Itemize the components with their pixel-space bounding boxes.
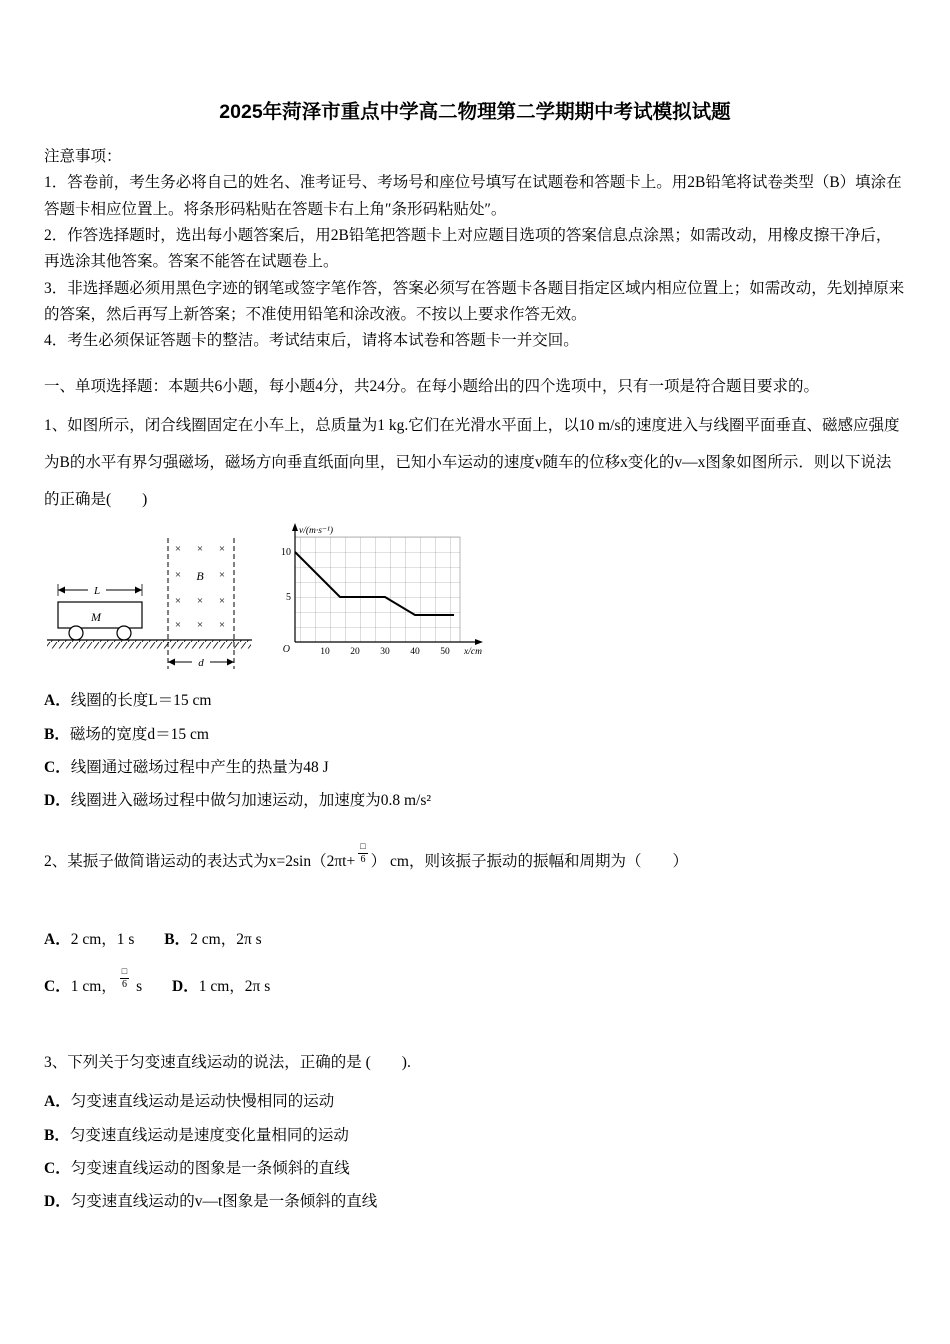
cart-wheel: [117, 626, 131, 640]
pi-over-6-fraction: [358, 842, 367, 865]
option-letter: D．: [44, 792, 71, 810]
x-tick-40: 40: [410, 647, 420, 658]
field-width-dimension: [168, 657, 234, 669]
option-text: 匀变速直线运动是速度变化量相同的运动: [69, 1126, 349, 1144]
option-letter: B．: [164, 930, 191, 948]
cart-body: [58, 602, 142, 640]
option-text: 1 cm，: [70, 978, 117, 996]
field-cross-icon: ×: [196, 595, 204, 608]
y-tick-5: 5: [286, 592, 291, 604]
question-2-option-b: [164, 931, 261, 948]
field-cross-icon: ×: [174, 569, 182, 582]
option-text: 匀变速直线运动的v—t图象是一条倾斜的直线: [70, 1193, 378, 1211]
question-1-option-c: [44, 751, 906, 784]
field-cross-icon: ×: [174, 595, 182, 608]
question-2-option-a: [44, 931, 134, 948]
field-cross-icon: ×: [174, 619, 182, 632]
option-letter: D．: [172, 978, 199, 996]
question-3-option-a: [44, 1085, 906, 1118]
coil-length-dimension: [58, 584, 142, 597]
question-2-option-d: [172, 978, 270, 995]
question-1-figure: [44, 522, 906, 674]
question-2-option-c: [44, 966, 143, 996]
notice-item-1: 1．答卷前，考生务必将自己的姓名、准考证号、考场号和座位号填写在试题卷和答题卡上。用2B铅笔将试卷类型（B）填涂在答题卡相应位置上。将条形码粘贴在答题卡右上角″条形码粘贴处″。: [44, 174, 902, 218]
x-tick-10: 10: [320, 647, 330, 658]
option-text: 2 cm，1 s: [70, 930, 135, 948]
fraction-denominator: 6: [360, 853, 366, 865]
option-letter: B．: [44, 725, 70, 743]
option-text: 线圈通过磁场过程中产生的热量为48 J: [70, 758, 329, 776]
option-text: 线圈的长度L＝15 cm: [70, 692, 212, 710]
x-axis-label: x/cm: [464, 647, 482, 658]
question-2: [44, 841, 906, 1001]
fraction-numerator: □: [120, 967, 129, 978]
y-axis-label: v/(m·s⁻¹): [299, 526, 333, 537]
cart-coil-field-diagram: [44, 522, 256, 674]
option-letter: A．: [44, 1093, 71, 1111]
option-text: 磁场的宽度d＝15 cm: [69, 725, 209, 743]
field-cross-icon: ×: [218, 619, 226, 632]
question-3-option-d: [44, 1185, 906, 1218]
section-header: 一、单项选择题：本题共6小题，每小题4分，共24分。在每小题给出的四个选项中，只有一项是符合题目要求的。: [44, 377, 820, 395]
question-3-option-b: [44, 1119, 906, 1152]
notice-item-3: 3．非选择题必须用黑色字迹的钢笔或签字笔作答，答案必须写在答题卡各题目指定区域内相应位置上；如需改动，先划掉原来的答案，然后再写上新答案；不准使用铅笔和涂改液。不按以上要求作答无效。: [44, 279, 905, 324]
notice-section: [44, 144, 906, 355]
option-text: 2 cm，2π s: [190, 930, 262, 948]
x-tick-50: 50: [440, 647, 450, 658]
graph-grid: [295, 537, 460, 642]
option-letter: C．: [44, 758, 71, 776]
option-text: 匀变速直线运动的图象是一条倾斜的直线: [70, 1159, 350, 1177]
question-1-option-b: [44, 718, 906, 751]
question-1: [44, 407, 906, 818]
label-B: B: [196, 569, 204, 584]
question-1-option-d: [44, 784, 906, 817]
pi-over-6-fraction: [120, 967, 129, 990]
option-letter: A．: [44, 692, 71, 710]
field-cross-icon: ×: [218, 569, 226, 582]
ground: [47, 640, 252, 649]
label-L: L: [93, 585, 101, 598]
y-tick-10: 10: [281, 547, 291, 559]
option-text: 匀变速直线运动是运动快慢相同的运动: [70, 1093, 335, 1111]
question-2-options-ab: [44, 925, 906, 954]
field-cross-icon: ×: [196, 543, 204, 556]
option-letter: A．: [44, 930, 71, 948]
option-letter: C．: [44, 1159, 71, 1177]
label-M: M: [91, 610, 101, 625]
option-letter: D．: [44, 1193, 71, 1211]
fraction-numerator: □: [358, 842, 367, 853]
origin-label: O: [282, 644, 290, 656]
question-3-text: 3、下列关于匀变速直线运动的说法，正确的是 ( ).: [44, 1053, 411, 1071]
question-2-options-cd: [44, 966, 906, 1001]
question-3: [44, 1048, 906, 1219]
magnetic-field-region: [168, 538, 234, 669]
page-title: 2025年菏泽市重点中学高二物理第二学期期中考试模拟试题: [219, 101, 731, 123]
x-tick-30: 30: [380, 647, 390, 658]
field-cross-icon: ×: [196, 619, 204, 632]
question-3-option-c: [44, 1152, 906, 1185]
fraction-denominator: 6: [121, 978, 127, 990]
v-x-graph: [270, 522, 505, 674]
option-letter: C．: [44, 978, 71, 996]
option-letter: B．: [44, 1126, 70, 1144]
field-cross-icon: ×: [218, 543, 226, 556]
notice-header: 注意事项：: [44, 148, 122, 165]
x-tick-20: 20: [350, 647, 360, 658]
question-1-text: 1、如图所示，闭合线圈固定在小车上，总质量为1 kg.它们在光滑水平面上，以10 m/s的速度进入与线圈平面垂直、磁感应强度为B的水平有界匀强磁场，磁场方向垂直纸面向里，已知小车运动的速度v随车的位移x变化的v—x图象如图所示．则以下说法的正确是( ): [44, 416, 900, 509]
question-2-text: [44, 841, 906, 876]
option-text: 线圈进入磁场过程中做匀加速运动，加速度为0.8 m/s²: [70, 792, 431, 810]
option-text: 1 cm，2π s: [198, 978, 271, 996]
field-cross-icon: ×: [218, 595, 226, 608]
notice-item-2: 2．作答选择题时，选出每小题答案后，用2B铅笔把答题卡上对应题目选项的答案信息点涂黑；如需改动，用橡皮擦干净后，再选涂其他答案。答案不能答在试题卷上。: [44, 227, 892, 271]
cart-wheel: [69, 626, 83, 640]
field-cross-icon: ×: [174, 543, 182, 556]
notice-item-4: 4．考生必须保证答题卡的整洁。考试结束后，请将本试卷和答题卡一并交回。: [44, 332, 579, 350]
option-text: s: [132, 978, 143, 996]
question-2-text-prefix: 2、某振子做简谐运动的表达式为x=2sin（2πt+: [44, 853, 356, 871]
question-2-text-suffix: ） cm，则该振子振动的振幅和周期为（ ）: [370, 853, 688, 871]
label-d: d: [198, 657, 204, 670]
question-1-option-a: [44, 684, 906, 717]
